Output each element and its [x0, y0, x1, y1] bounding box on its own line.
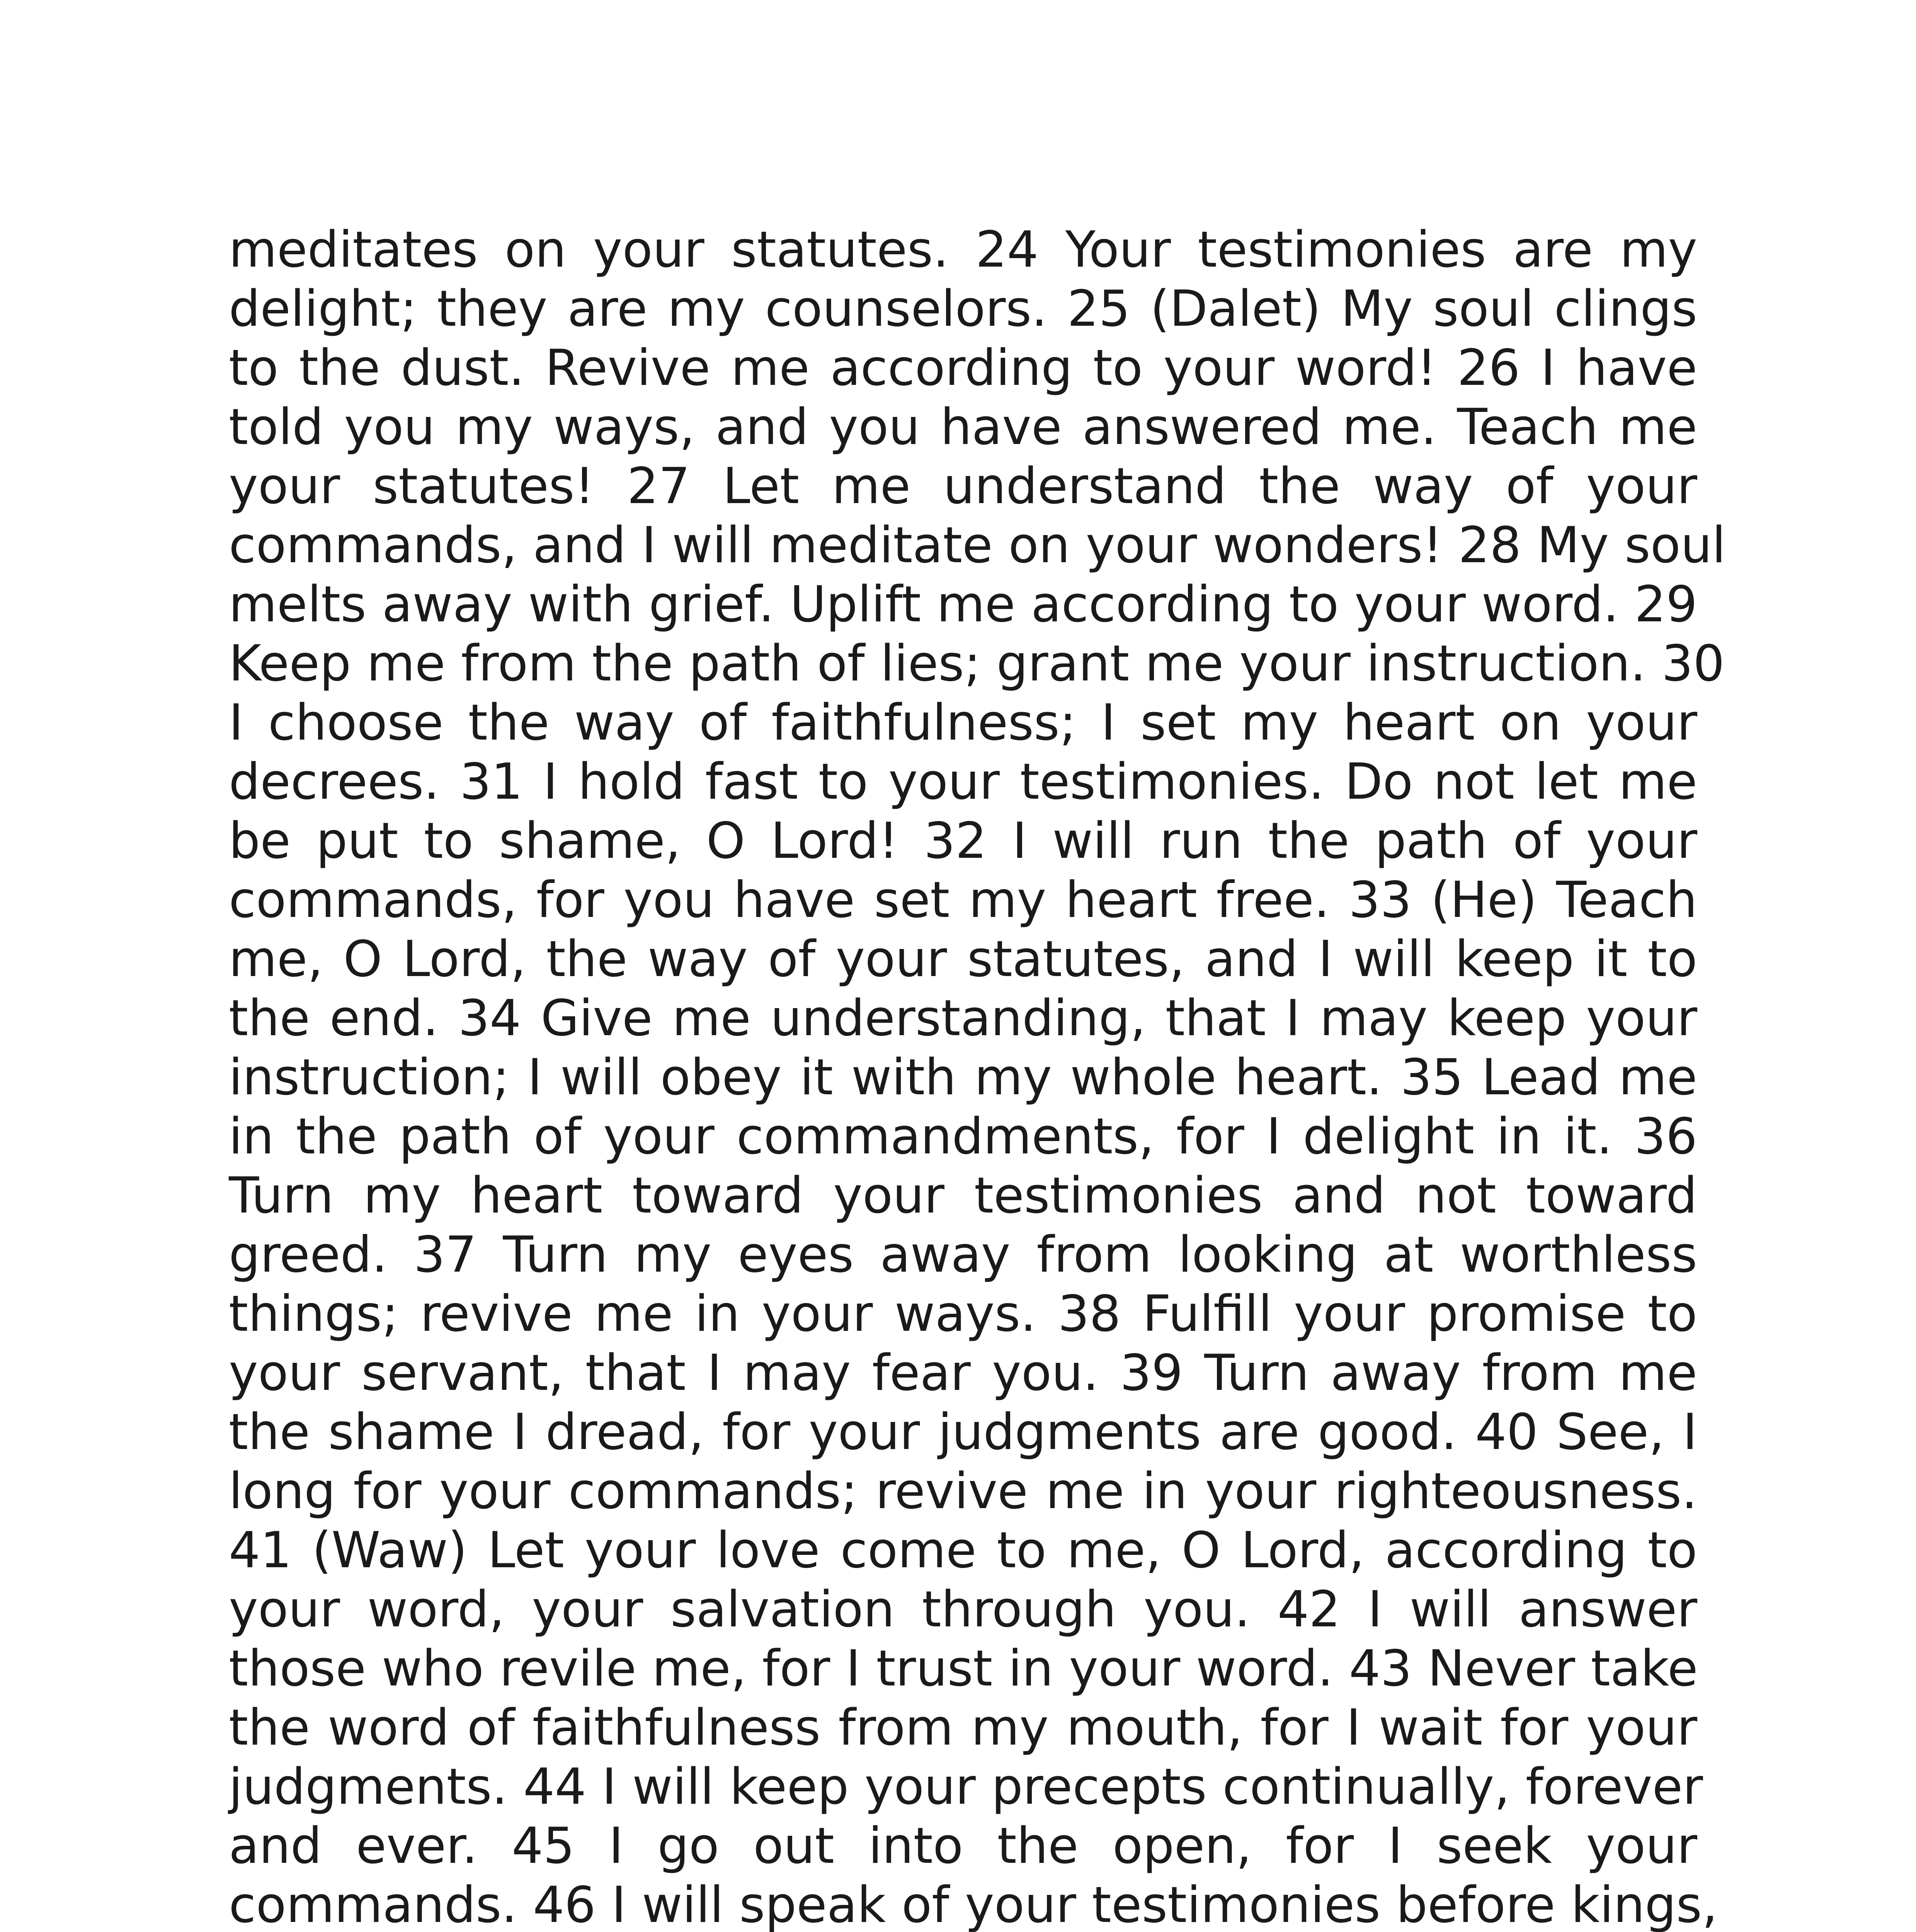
- text-line: Turn my heart toward your testimonies and not toward: [229, 1167, 1697, 1225]
- text-line: I choose the way of faithfulness; I set my heart on your: [229, 694, 1697, 752]
- text-line: things; revive me in your ways. 38 Fulfill your promise to: [229, 1285, 1697, 1343]
- text-line: the word of faithfulness from my mouth, for I wait for your: [229, 1699, 1697, 1757]
- text-line: greed. 37 Turn my eyes away from looking at worthless: [229, 1226, 1697, 1284]
- text-line: your servant, that I may fear you. 39 Turn away from me: [229, 1344, 1697, 1402]
- text-line: me, O Lord, the way of your statutes, and I will keep it to: [229, 930, 1697, 988]
- text-line: Keep me from the path of lies; grant me your instruction. 30: [229, 635, 1725, 692]
- text-line: be put to shame, O Lord! 32 I will run the path of your: [229, 812, 1697, 870]
- text-line: the end. 34 Give me understanding, that I may keep your: [229, 990, 1697, 1047]
- text-line: judgments. 44 I will keep your precepts continually, forever: [229, 1758, 1703, 1816]
- text-line: commands, for you have set my heart free. 33 (He) Teach: [229, 871, 1697, 929]
- text-line: your word, your salvation through you. 42 I will answer: [229, 1581, 1697, 1638]
- text-line: the shame I dread, for your judgments are good. 40 See, I: [229, 1403, 1697, 1461]
- text-line: long for your commands; revive me in your righteousness.: [229, 1463, 1697, 1520]
- text-line: decrees. 31 I hold fast to your testimonies. Do not let me: [229, 753, 1697, 811]
- text-line: to the dust. Revive me according to your word! 26 I have: [229, 339, 1697, 397]
- text-line: told you my ways, and you have answered me. Teach me: [229, 398, 1697, 456]
- text-line: 41 (Waw) Let your love come to me, O Lord, according to: [229, 1522, 1697, 1579]
- text-line: and ever. 45 I go out into the open, for I seek your: [229, 1817, 1697, 1875]
- text-line: delight; they are my counselors. 25 (Dalet) My soul clings: [229, 280, 1697, 338]
- text-line: in the path of your commandments, for I delight in it. 36: [229, 1108, 1697, 1165]
- text-line: commands, and I will meditate on your wonders! 28 My soul: [229, 517, 1726, 574]
- text-line: those who revile me, for I trust in your word. 43 Never take: [229, 1640, 1698, 1697]
- text-line: melts away with grief. Uplift me according to your word. 29: [229, 576, 1698, 633]
- text-line: instruction; I will obey it with my whole heart. 35 Lead me: [229, 1049, 1697, 1106]
- text-line: meditates on your statutes. 24 Your testimonies are my: [229, 221, 1697, 279]
- text-line: commands. 46 I will speak of your testimonies before kings,: [229, 1876, 1718, 1932]
- text-line: your statutes! 27 Let me understand the way of your: [229, 457, 1697, 515]
- body-text: [229, 220, 1726, 1932]
